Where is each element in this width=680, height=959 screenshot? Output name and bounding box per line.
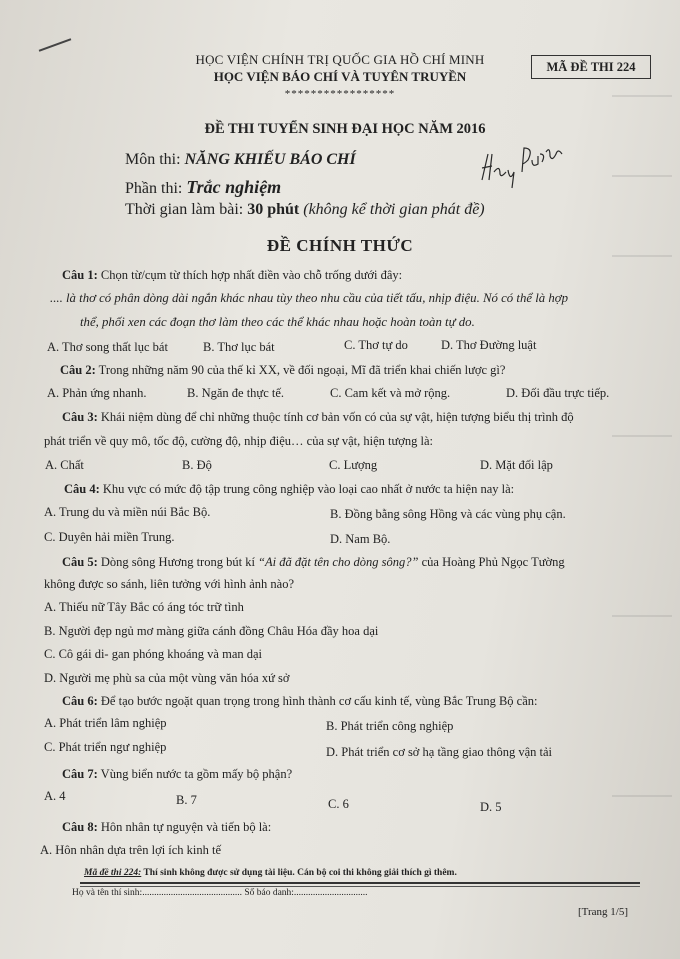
footer-code: Mã đề thi 224:: [84, 868, 142, 878]
question-3: [62, 410, 574, 425]
question-3-line-2: phát triển về quy mô, tốc độ, cường độ, nhịp điệu… của sự vật, hiện tượng là:: [44, 434, 434, 448]
option-b[interactable]: B. 7: [176, 793, 197, 807]
bleed-through: [612, 615, 672, 617]
question-1: [62, 268, 402, 283]
question-4: [64, 482, 514, 497]
footer-rule-thin: [80, 886, 640, 887]
question-text: Vùng biển nước ta gồm mấy bộ phận?: [97, 767, 293, 781]
bleed-through: [612, 795, 672, 797]
option-a[interactable]: A. Chất: [45, 458, 84, 472]
footer-rule: [80, 882, 640, 884]
option-d[interactable]: D. Phát triển cơ sở hạ tầng giao thông vận tải: [326, 745, 553, 759]
question-number: Câu 4:: [64, 482, 100, 496]
option-a[interactable]: A. Thiếu nữ Tây Bắc có áng tóc trữ tình: [44, 600, 244, 614]
option-b[interactable]: B. Độ: [182, 458, 212, 472]
handwritten-signature: [478, 142, 568, 197]
option-c[interactable]: C. Duyên hải miền Trung.: [44, 530, 175, 544]
question-2: [60, 363, 505, 378]
question-7: [62, 767, 292, 782]
question-text: Để tạo bước ngoặt quan trọng trong hình thành cơ cấu kinh tế, vùng Bắc Trung Bộ cần:: [97, 694, 538, 708]
question-text: Hôn nhân tự nguyện và tiến bộ là:: [97, 820, 272, 834]
question-number: Câu 7:: [62, 767, 98, 781]
option-d[interactable]: D. Mặt đối lập: [480, 458, 553, 472]
candidate-name-label: Họ và tên thí sinh:..........................................: [72, 888, 242, 898]
option-b[interactable]: B. Đồng bằng sông Hồng và các vùng phụ cận.: [330, 507, 566, 521]
institution-line-1: HỌC VIỆN CHÍNH TRỊ QUỐC GIA HỒ CHÍ MINH: [195, 52, 485, 67]
question-number: Câu 2:: [60, 363, 96, 377]
option-b[interactable]: B. Người đẹp ngủ mơ màng giữa cánh đồng Châu Hóa đầy hoa dại: [44, 624, 379, 638]
question-text: của Hoàng Phủ Ngọc Tường: [418, 555, 565, 569]
option-a[interactable]: A. 4: [44, 789, 66, 803]
pen-mark: [39, 38, 72, 52]
option-d[interactable]: D. 5: [480, 800, 502, 814]
footer-note: [84, 868, 457, 878]
option-a[interactable]: A. Phát triển lâm nghiệp: [44, 716, 167, 730]
option-c[interactable]: C. Phát triển ngư nghiệp: [44, 740, 167, 754]
question-number: Câu 6:: [62, 694, 98, 708]
header-stars: *****************: [284, 88, 396, 100]
question-number: Câu 8:: [62, 820, 98, 834]
question-text: Trong những năm 90 của thế kỉ XX, về đối ngoại, Mĩ đã triển khai chiến lược gì?: [95, 363, 506, 377]
exam-code-box: MÃ ĐỀ THI 224: [531, 55, 651, 79]
question-number: Câu 5:: [62, 555, 98, 569]
page-number: [Trang 1/5]: [578, 906, 629, 918]
option-a[interactable]: A. Hôn nhân dựa trên lợi ích kinh tế: [40, 843, 222, 857]
question-1-line-3: thể, phối xen các đoạn thơ làm theo các thể khác nhau hoặc hoàn toàn tự do.: [80, 315, 475, 329]
option-b[interactable]: B. Thơ lục bát: [203, 340, 275, 354]
option-c[interactable]: C. Lượng: [329, 458, 378, 472]
work-title: “Ai đã đặt tên cho dòng sông?”: [258, 555, 419, 569]
bleed-through: [612, 95, 672, 97]
footer-instruction: Thí sinh không được sử dụng tài liệu. Cán bộ coi thi không giải thích gì thêm.: [141, 868, 457, 878]
option-a[interactable]: A. Thơ song thất lục bát: [47, 340, 168, 354]
option-d[interactable]: D. Người mẹ phù sa của một vùng văn hóa xứ sở: [44, 671, 290, 685]
option-c[interactable]: C. Cam kết và mở rộng.: [330, 386, 451, 400]
time-note: (không kể thời gian phát đề): [299, 201, 485, 218]
option-c[interactable]: C. 6: [328, 797, 349, 811]
subject-value: NĂNG KHIẾU BÁO CHÍ: [184, 151, 356, 168]
question-1-line-2: .... là thơ có phân dòng dài ngắn khác nhau tùy theo nhu cầu của tiết tấu, nhịp điệu. Nó có thể là hợp: [50, 291, 568, 305]
part-value: Trắc nghiệm: [186, 177, 282, 197]
bleed-through: [612, 435, 672, 437]
question-text: Chọn từ/cụm từ thích hợp nhất điền vào chỗ trống dưới đây:: [97, 268, 403, 282]
exam-title: ĐỀ THI TUYỂN SINH ĐẠI HỌC NĂM 2016: [204, 121, 486, 137]
subject-label: Môn thi:: [125, 151, 185, 168]
candidate-info: [72, 888, 368, 898]
option-d[interactable]: D. Đối đầu trực tiếp.: [506, 386, 610, 400]
question-number: Câu 3:: [62, 410, 98, 424]
question-5-line-2: không được so sánh, liên tưởng với hình ảnh nào?: [44, 577, 295, 591]
time-line: [125, 201, 485, 219]
question-text: Khu vực có mức độ tập trung công nghiệp vào loại cao nhất ở nước ta hiện nay là:: [99, 482, 515, 496]
time-label: Thời gian làm bài:: [125, 201, 248, 218]
part-line: [125, 177, 281, 198]
time-value: 30 phút: [247, 201, 300, 218]
option-d[interactable]: D. Nam Bộ.: [330, 532, 391, 546]
official-label: ĐỀ CHÍNH THỨC: [266, 236, 414, 255]
question-text: Khái niệm dùng để chỉ những thuộc tính cơ bản vốn có của sự vật, hiện tượng biểu thị trình độ: [97, 410, 574, 424]
candidate-id-label: Số báo danh:...............................: [241, 888, 368, 898]
subject-line: [125, 151, 356, 169]
question-6: [62, 694, 538, 709]
part-label: Phần thi:: [125, 180, 187, 197]
option-c[interactable]: C. Cô gái di- gan phóng khoáng và man dại: [44, 647, 263, 661]
institution-line-2: HỌC VIỆN BÁO CHÍ VÀ TUYÊN TRUYỀN: [213, 69, 467, 84]
option-a[interactable]: A. Phản ứng nhanh.: [47, 386, 147, 400]
option-d[interactable]: D. Thơ Đường luật: [441, 338, 537, 352]
option-b[interactable]: B. Ngăn đe thực tế.: [187, 386, 285, 400]
question-text: Dòng sông Hương trong bút kí: [97, 555, 259, 569]
bleed-through: [612, 175, 672, 177]
question-number: Câu 1:: [62, 268, 98, 282]
question-8: [62, 820, 271, 835]
option-a[interactable]: A. Trung du và miền núi Bắc Bộ.: [44, 505, 211, 519]
option-b[interactable]: B. Phát triển công nghiệp: [326, 719, 454, 733]
question-5: [62, 555, 565, 570]
option-c[interactable]: C. Thơ tự do: [344, 338, 408, 352]
